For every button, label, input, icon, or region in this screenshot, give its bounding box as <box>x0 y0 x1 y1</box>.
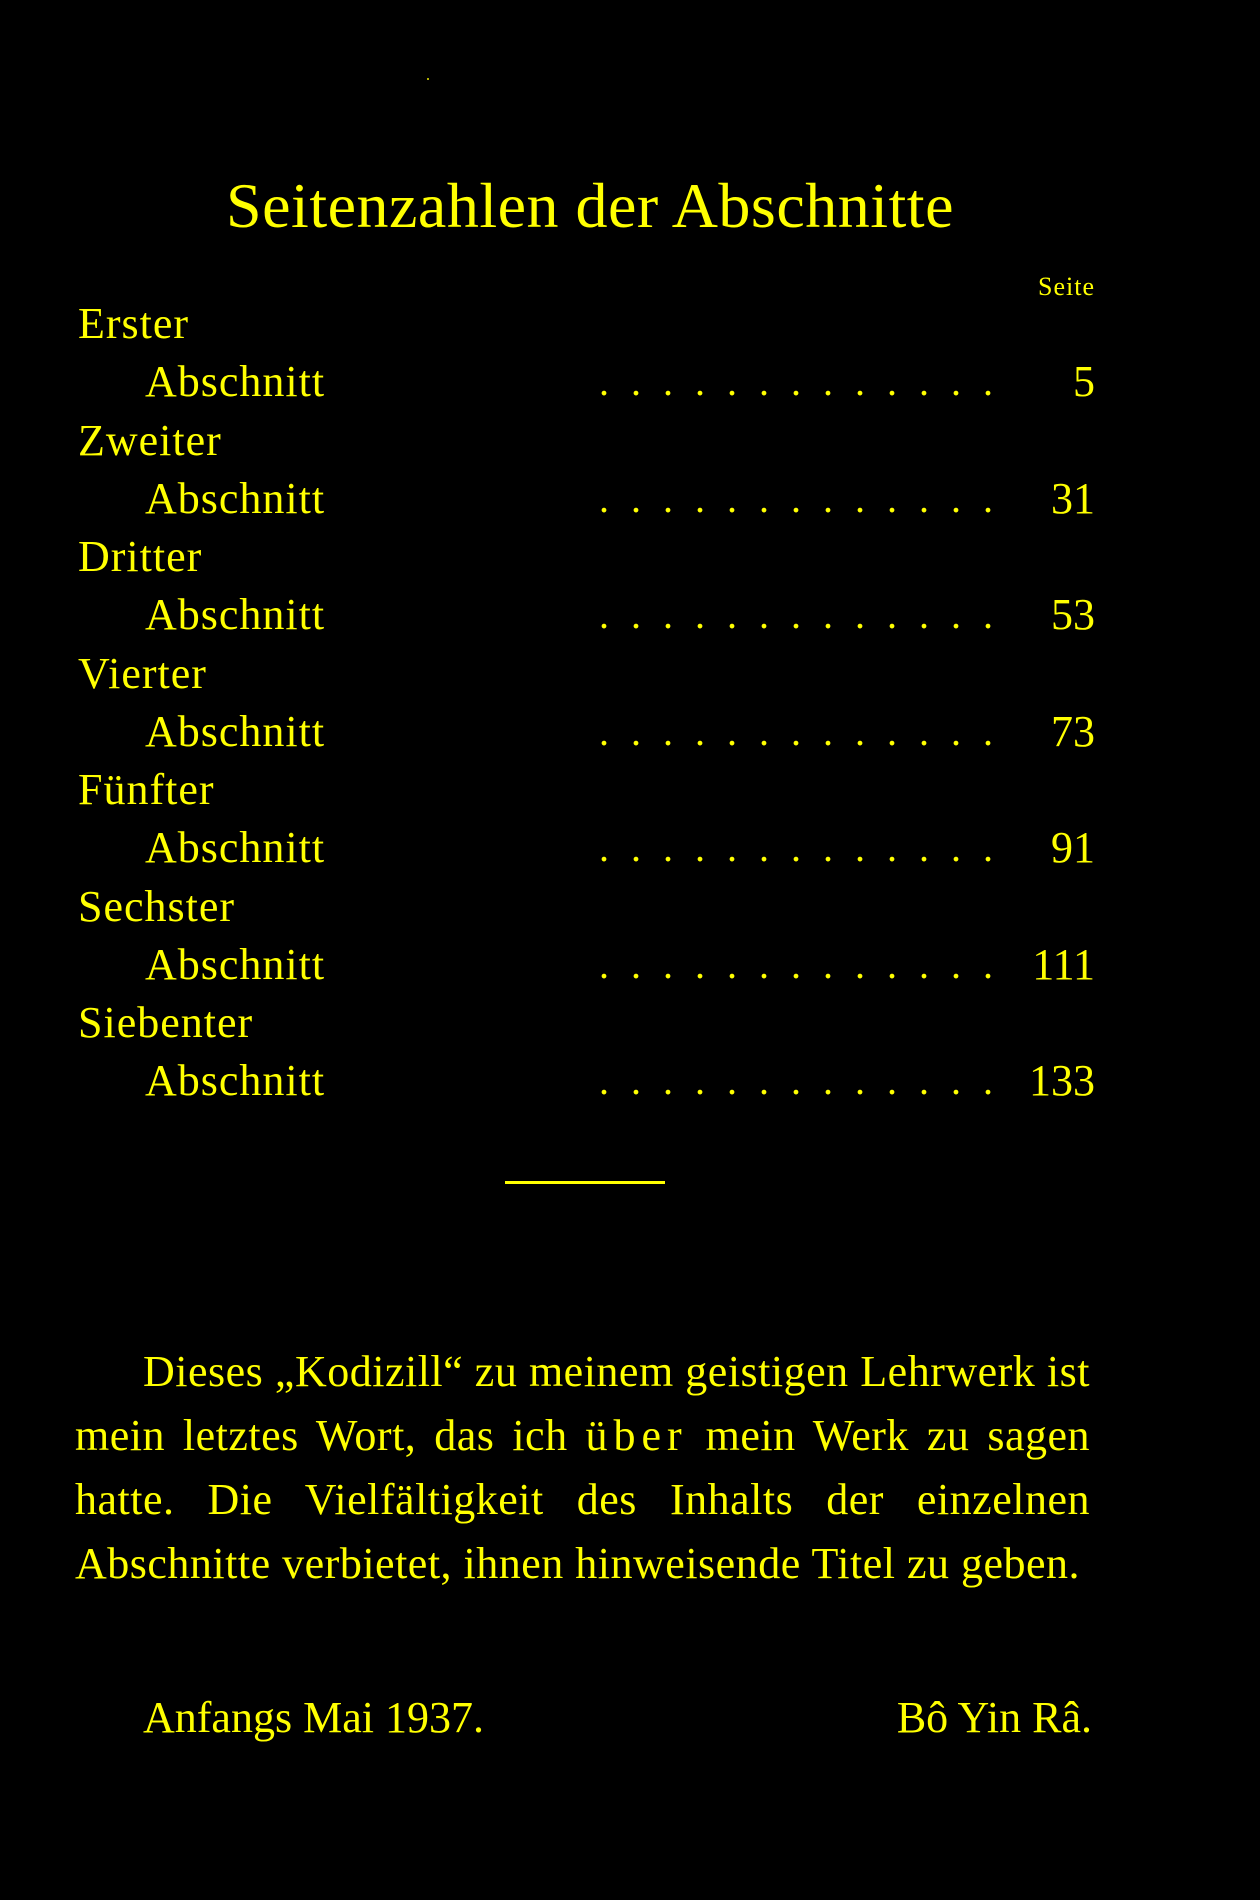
toc-entry-line <box>145 356 1095 408</box>
toc-entry-subtitle: Abschnitt <box>145 1056 326 1105</box>
toc-entry-line <box>145 589 1095 641</box>
toc-page-number: 133 <box>1029 1056 1095 1105</box>
signature-author: Bô Yin Râ. <box>896 1693 1092 1742</box>
toc-dot-leader: ............. <box>599 942 1015 987</box>
toc-entry-subtitle: Abschnitt <box>145 940 326 989</box>
toc-entry-line <box>145 939 1095 991</box>
toc-entry-subtitle: Abschnitt <box>145 590 326 639</box>
toc-entry-subtitle: Abschnitt <box>145 707 326 756</box>
toc-dot-leader: ............. <box>599 476 1015 521</box>
paragraph-text-end: mein Werk zu sagen hatte. Die Vielfältigkeit des Inhalts der einzelnen Abschnitte verbietet, ihnen hinweisende Titel zu geben. <box>75 1411 1091 1588</box>
toc-entry-subtitle: Abschnitt <box>145 474 326 523</box>
toc-dot-leader: ............. <box>599 359 1015 404</box>
toc-page-number: 53 <box>1051 590 1095 639</box>
toc-dot-leader: ............. <box>599 709 1015 754</box>
print-speck <box>427 78 429 80</box>
toc-entry-line <box>145 473 1095 525</box>
toc-entry-line <box>145 706 1095 758</box>
section-divider <box>505 1181 665 1184</box>
toc-entry-subtitle: Abschnitt <box>145 357 326 406</box>
paragraph-text-start: Dieses „Kodizill“ zu meinem geistigen Lehrwerk ist mein letztes Wort, das ich <box>75 1347 1090 1460</box>
toc-dot-leader: ............. <box>599 592 1015 637</box>
toc-entry-name: Vierter <box>78 649 207 698</box>
toc-dot-leader: ............. <box>599 1058 1015 1103</box>
page-title: Seitenzahlen der Abschnitte <box>226 170 954 241</box>
toc-entry-name: Zweiter <box>78 416 222 465</box>
toc-dot-leader: ............. <box>599 825 1015 870</box>
toc-entry-name: Dritter <box>78 532 203 581</box>
toc-page-number: 91 <box>1051 823 1095 872</box>
toc-entry-name: Siebenter <box>78 998 254 1047</box>
toc-page-number: 111 <box>1032 940 1095 989</box>
page-column-header: Seite <box>1038 272 1095 301</box>
toc-page-number: 31 <box>1051 474 1095 523</box>
toc-page-number: 73 <box>1051 707 1095 756</box>
toc-entry-name: Sechster <box>78 882 236 931</box>
signature-date: Anfangs Mai 1937. <box>143 1693 484 1742</box>
toc-entry-name: Fünfter <box>78 765 215 814</box>
toc-entry-line <box>145 822 1095 874</box>
toc-entry-line <box>145 1055 1095 1107</box>
toc-page-number: 5 <box>1073 357 1095 406</box>
paragraph-emphasis: über <box>585 1411 688 1460</box>
closing-paragraph <box>75 1340 1090 1596</box>
toc-entry-name: Erster <box>78 299 190 348</box>
toc-entry-subtitle: Abschnitt <box>145 823 326 872</box>
